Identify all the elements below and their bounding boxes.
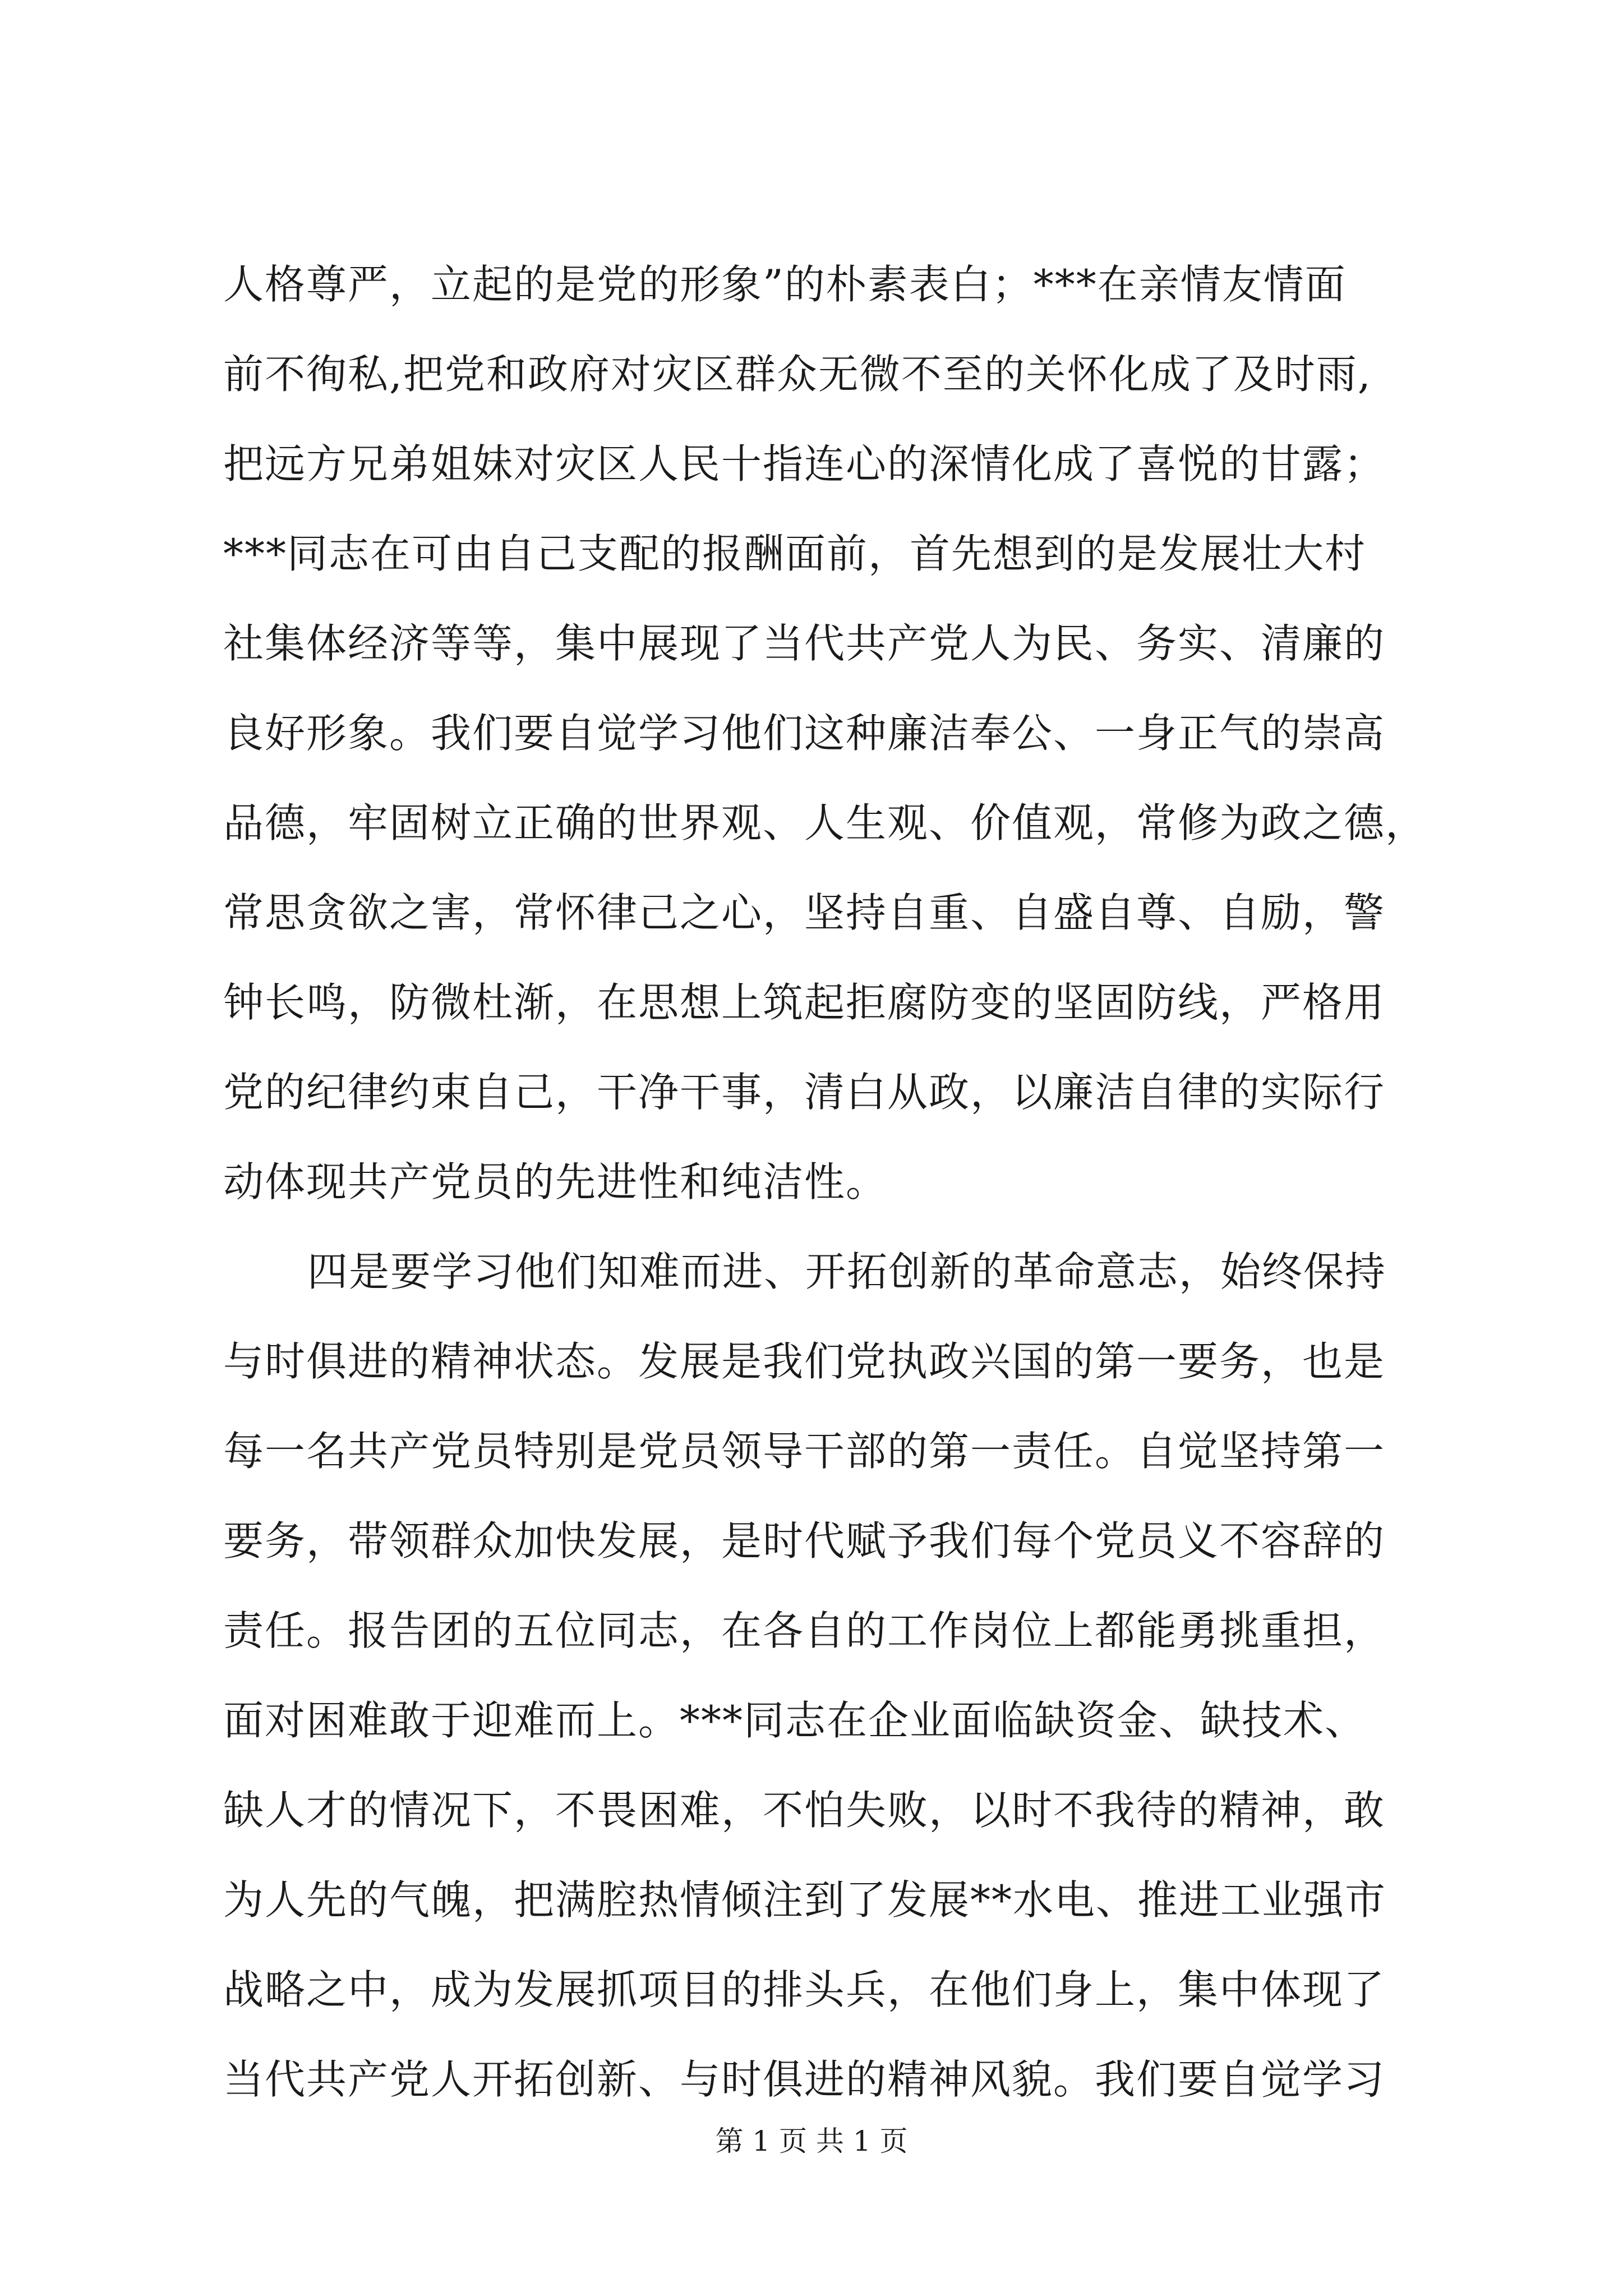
text-line: 党的纪律约束自己，干净干事，清白从政，以廉洁自律的实际行 [223, 1069, 1386, 1116]
text-line: 面对困难敢于迎难而上。***同志在企业面临缺资金、缺技术、 [223, 1697, 1367, 1744]
text-line: 前不徇私,把党和政府对灾区群众无微不至的关怀化成了及时雨, [223, 351, 1372, 398]
text-line: 与时俱进的精神状态。发展是我们党执政兴国的第一要务，也是 [223, 1338, 1386, 1385]
text-line: 动体现共产党员的先进性和纯洁性。 [223, 1158, 888, 1205]
text-line: 每一名共产党员特别是党员领导干部的第一责任。自觉坚持第一 [223, 1428, 1386, 1475]
paragraph-first-line: 四是要学习他们知难而进、开拓创新的革命意志，始终保持 [307, 1248, 1387, 1295]
text-line: 人格尊严，立起的是党的形象”的朴素表白；***在亲情友情面 [223, 261, 1347, 308]
page-footer: 第 1 页 共 1 页 [715, 2125, 908, 2157]
text-line: 品德，牢固树立正确的世界观、人生观、价值观，常修为政之德， [223, 799, 1427, 846]
text-line: 常思贪欲之害，常怀律己之心，坚持自重、自盛自尊、自励，警 [223, 889, 1386, 936]
text-line: 良好形象。我们要自觉学习他们这种廉洁奉公、一身正气的崇高 [223, 710, 1386, 757]
text-line: 把远方兄弟姐妹对灾区人民十指连心的深情化成了喜悦的甘露； [223, 440, 1386, 487]
text-line: 战略之中，成为发展抓项目的排头兵，在他们身上，集中体现了 [223, 1966, 1386, 2013]
text-line: ***同志在可由自己支配的报酬面前，首先想到的是发展壮大村 [223, 530, 1367, 577]
text-line: 缺人才的情况下，不畏困难，不怕失败，以时不我待的精神，敢 [223, 1787, 1386, 1834]
text-line: 当代共产党人开拓创新、与时俱进的精神风貌。我们要自觉学习 [223, 2056, 1386, 2103]
text-line: 责任。报告团的五位同志，在各自的工作岗位上都能勇挑重担， [223, 1607, 1386, 1654]
text-line: 社集体经济等等，集中展现了当代共产党人为民、务实、清廉的 [223, 620, 1386, 667]
text-line: 为人先的气魄，把满腔热情倾注到了发展**水电、推进工业强市 [223, 1876, 1387, 1924]
text-line: 钟长鸣，防微杜渐，在思想上筑起拒腐防变的坚固防线，严格用 [223, 979, 1386, 1026]
text-line: 要务，带领群众加快发展，是时代赋予我们每个党员义不容辞的 [223, 1517, 1386, 1565]
